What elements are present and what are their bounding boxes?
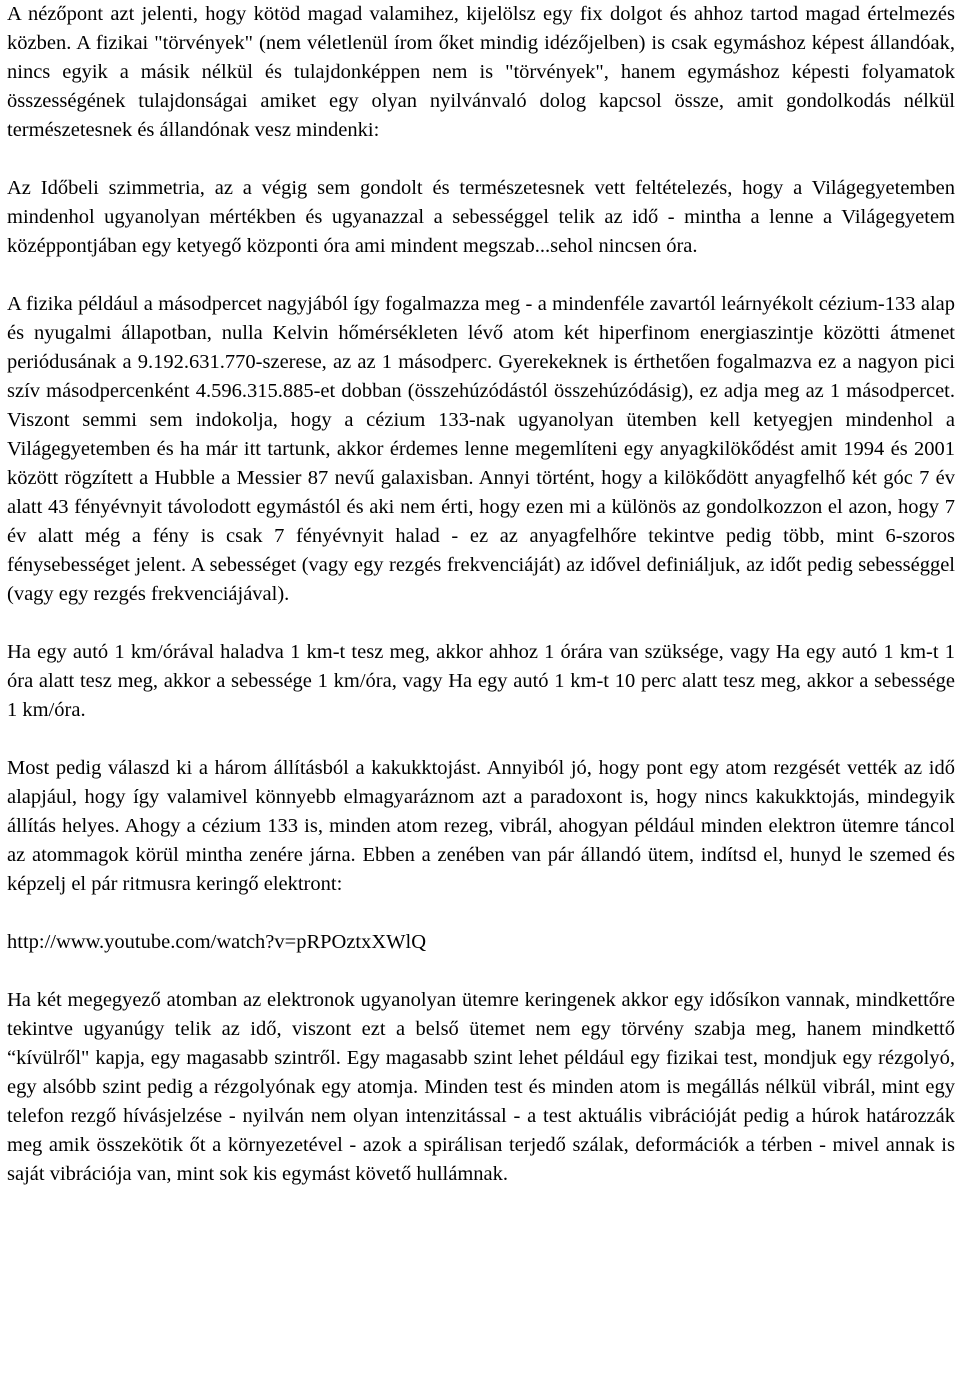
paragraph-second-definition: A fizika például a másodpercet nagyjából így fogalmazza meg - a mindenféle zavartól leárnyékolt cézium-133 alap és nyugalmi állapotban, nulla Kelvin hőmérsékleten lévő atom két hiperfinom energiaszintje közötti átmenet periódusának a 9.192.631.770-szerese, az az 1 másodperc. Gyerekeknek is érthetően fogalmazva ez a nagyon pici szív másodpercenként 4.596.315.885-et dobban (összehúzódástól összehúzódásig), ez adja meg az 1 másodpercet. Viszont semmi sem indokolja, hogy a cézium 133-nak ugyanolyan ütemben kell ketyegjen mindenhol a Világegyetemben és ha már itt tartunk, akkor érdemes lenne megemlíteni egy anyagkilökődést amit 1994 és 2001 között rögzített a Hubble a Messier 87 nevű galaxisban. Annyi történt, hogy a kilökődött anyagfelhő két góc 7 év alatt 43 fényévnyit távolodott egymástól és aki nem érti, hogy ezen mi a különös az gondolkozzon el azon, hogy 7 év alatt még a fény is csak 7 fényévnyit halad - ez az anyagfelhőre tekintve pedig több, mint 6-szoros fénysebességet jelent. A sebességet (vagy egy rezgés frekvenciáját) az idővel definiáljuk, az időt pedig sebességgel (vagy egy rezgés frekvenciájával). [7,293,955,605]
document-page [7,0,955,1393]
paragraph-viewpoint: A nézőpont azt jelenti, hogy kötöd magad valamihez, kijelölsz egy fix dolgot és ahhoz tartod magad értelmezés közben. A fizikai "törvények" (nem véletlenül írom őket mindig idézőjelben) is csak egymáshoz képest állandóak, nincs egyik a másik nélkül és tulajdonképpen nem is "törvények", hanem egymáshoz képesti folyamatok összességének tulajdonságai amiket egy olyan nyilvánvaló dolog kapcsol össze, amit gondolkodás nélkül természetesnek és állandónak vesz mindenki: [7,3,955,141]
paragraph-video-link: http://www.youtube.com/watch?v=pRPOztxXWlQ [7,931,427,953]
paragraph-car-example: Ha egy autó 1 km/órával haladva 1 km-t tesz meg, akkor ahhoz 1 órára van szüksége, vagy Ha egy autó 1 km-t 1 óra alatt tesz meg, akkor a sebessége 1 km/óra, vagy Ha egy autó 1 km-t 10 perc alatt tesz meg, akkor a sebessége 1 km/óra. [7,641,955,721]
paragraph-odd-one-out: Most pedig válaszd ki a három állításból a kakukktojást. Annyiból jó, hogy pont egy atom rezgését vették az idő alapjául, hogy így valamivel könnyebb elmagyaráznom azt a paradoxont is, hogy nincs kakukktojás, mindegyik állítás helyes. Ahogy a cézium 133 is, minden atom rezeg, vibrál, ahogyan például minden elektron ütemre táncol az atommagok körül mintha zenére járna. Ebben a zenében van pár állandó ütem, indítsd el, hunyd le szemed és képzelj el pár ritmusra keringő elektront: [7,757,955,895]
paragraph-atoms-rhythm: Ha két megegyező atomban az elektronok ugyanolyan ütemre keringenek akkor egy idősíkon vannak, mindkettőre tekintve ugyanúgy telik az idő, viszont ezt a belső ütemet nem egy törvény szabja meg, hanem mindkettő “kívülről" kapja, egy magasabb szintről. Egy magasabb szint lehet például egy fizikai test, mondjuk egy rézgolyó, egy alsóbb szint pedig a rézgolyónak egy atomja. Minden test és minden atom is megállás nélkül vibrál, mint egy telefon rezgő hívásjelzése - nyilván nem olyan intenzitással - a test aktuális vibrációját pedig a húrok határozzák meg amik összekötik őt a környezetével - azok a spirálisan terjedő szálak, deformációk a térben - mivel annak is saját vibrációja van, mint sok kis egymást követő hullámnak. [7,989,955,1185]
paragraph-time-symmetry: Az Időbeli szimmetria, az a végig sem gondolt és természetesnek vett feltételezés, hogy a Világegyetemben mindenhol ugyanolyan mértékben és ugyanazzal a sebességgel telik az idő - mintha a lenne a Világegyetem középpontjában egy ketyegő központi óra ami mindent megszab...sehol nincsen óra. [7,177,955,257]
